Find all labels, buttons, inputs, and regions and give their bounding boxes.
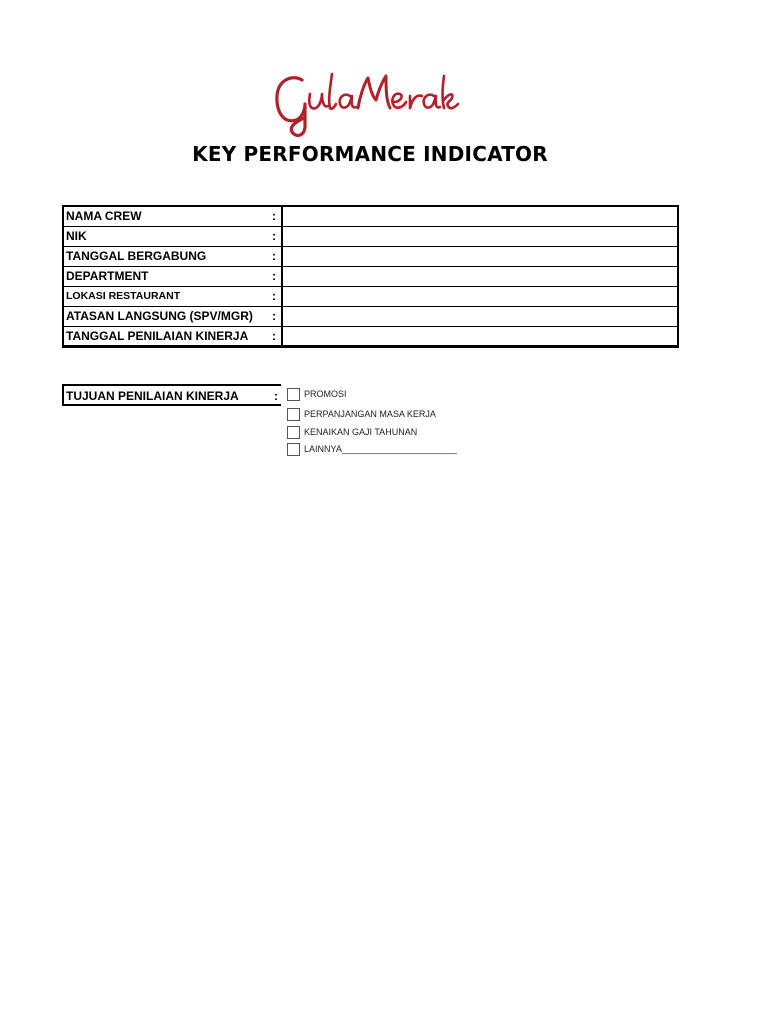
page-title: KEY PERFORMANCE INDICATOR <box>192 142 548 166</box>
field-row-department <box>64 267 677 287</box>
nik-field[interactable] <box>281 227 677 246</box>
field-label: TANGGAL BERGABUNG <box>66 249 207 263</box>
nama-crew-field[interactable] <box>281 207 677 226</box>
gula-merah-logo <box>272 66 462 142</box>
department-field[interactable] <box>281 267 677 286</box>
field-row-nama-crew <box>64 207 677 227</box>
field-label: TANGGAL PENILAIAN KINERJA <box>66 329 249 343</box>
field-row-tanggal-penilaian <box>64 327 677 347</box>
lokasi-restaurant-field[interactable] <box>281 287 677 306</box>
field-row-lokasi-restaurant <box>64 287 677 307</box>
field-colon: : <box>272 209 276 223</box>
field-row-tanggal-bergabung <box>64 247 677 267</box>
field-label: NIK <box>66 229 87 243</box>
option-label: KENAIKAN GAJI TAHUNAN <box>304 427 418 437</box>
tanggal-penilaian-field[interactable] <box>281 327 677 345</box>
checkbox[interactable] <box>287 426 300 439</box>
option-label: LAINNYA_______________________ <box>304 444 457 454</box>
checkbox[interactable] <box>287 408 300 421</box>
field-label: ATASAN LANGSUNG (SPV/MGR) <box>66 309 253 323</box>
field-label: DEPARTMENT <box>66 269 149 283</box>
crew-info-form <box>62 205 679 348</box>
field-colon: : <box>272 309 276 323</box>
option-label: PROMOSI <box>304 389 347 399</box>
option-label: PERPANJANGAN MASA KERJA <box>304 409 436 419</box>
field-colon: : <box>272 269 276 283</box>
field-colon: : <box>272 249 276 263</box>
purpose-row <box>62 384 281 406</box>
atasan-langsung-field[interactable] <box>281 307 677 326</box>
checkbox[interactable] <box>287 443 300 456</box>
field-label: NAMA CREW <box>66 209 142 223</box>
field-row-nik <box>64 227 677 247</box>
field-colon: : <box>272 329 276 343</box>
tanggal-bergabung-field[interactable] <box>281 247 677 266</box>
field-colon: : <box>272 289 276 303</box>
field-label: LOKASI RESTAURANT <box>66 290 181 302</box>
purpose-label: TUJUAN PENILAIAN KINERJA <box>66 389 239 403</box>
field-colon: : <box>272 229 276 243</box>
checkbox[interactable] <box>287 388 300 401</box>
purpose-colon: : <box>274 389 278 403</box>
field-row-atasan-langsung <box>64 307 677 327</box>
